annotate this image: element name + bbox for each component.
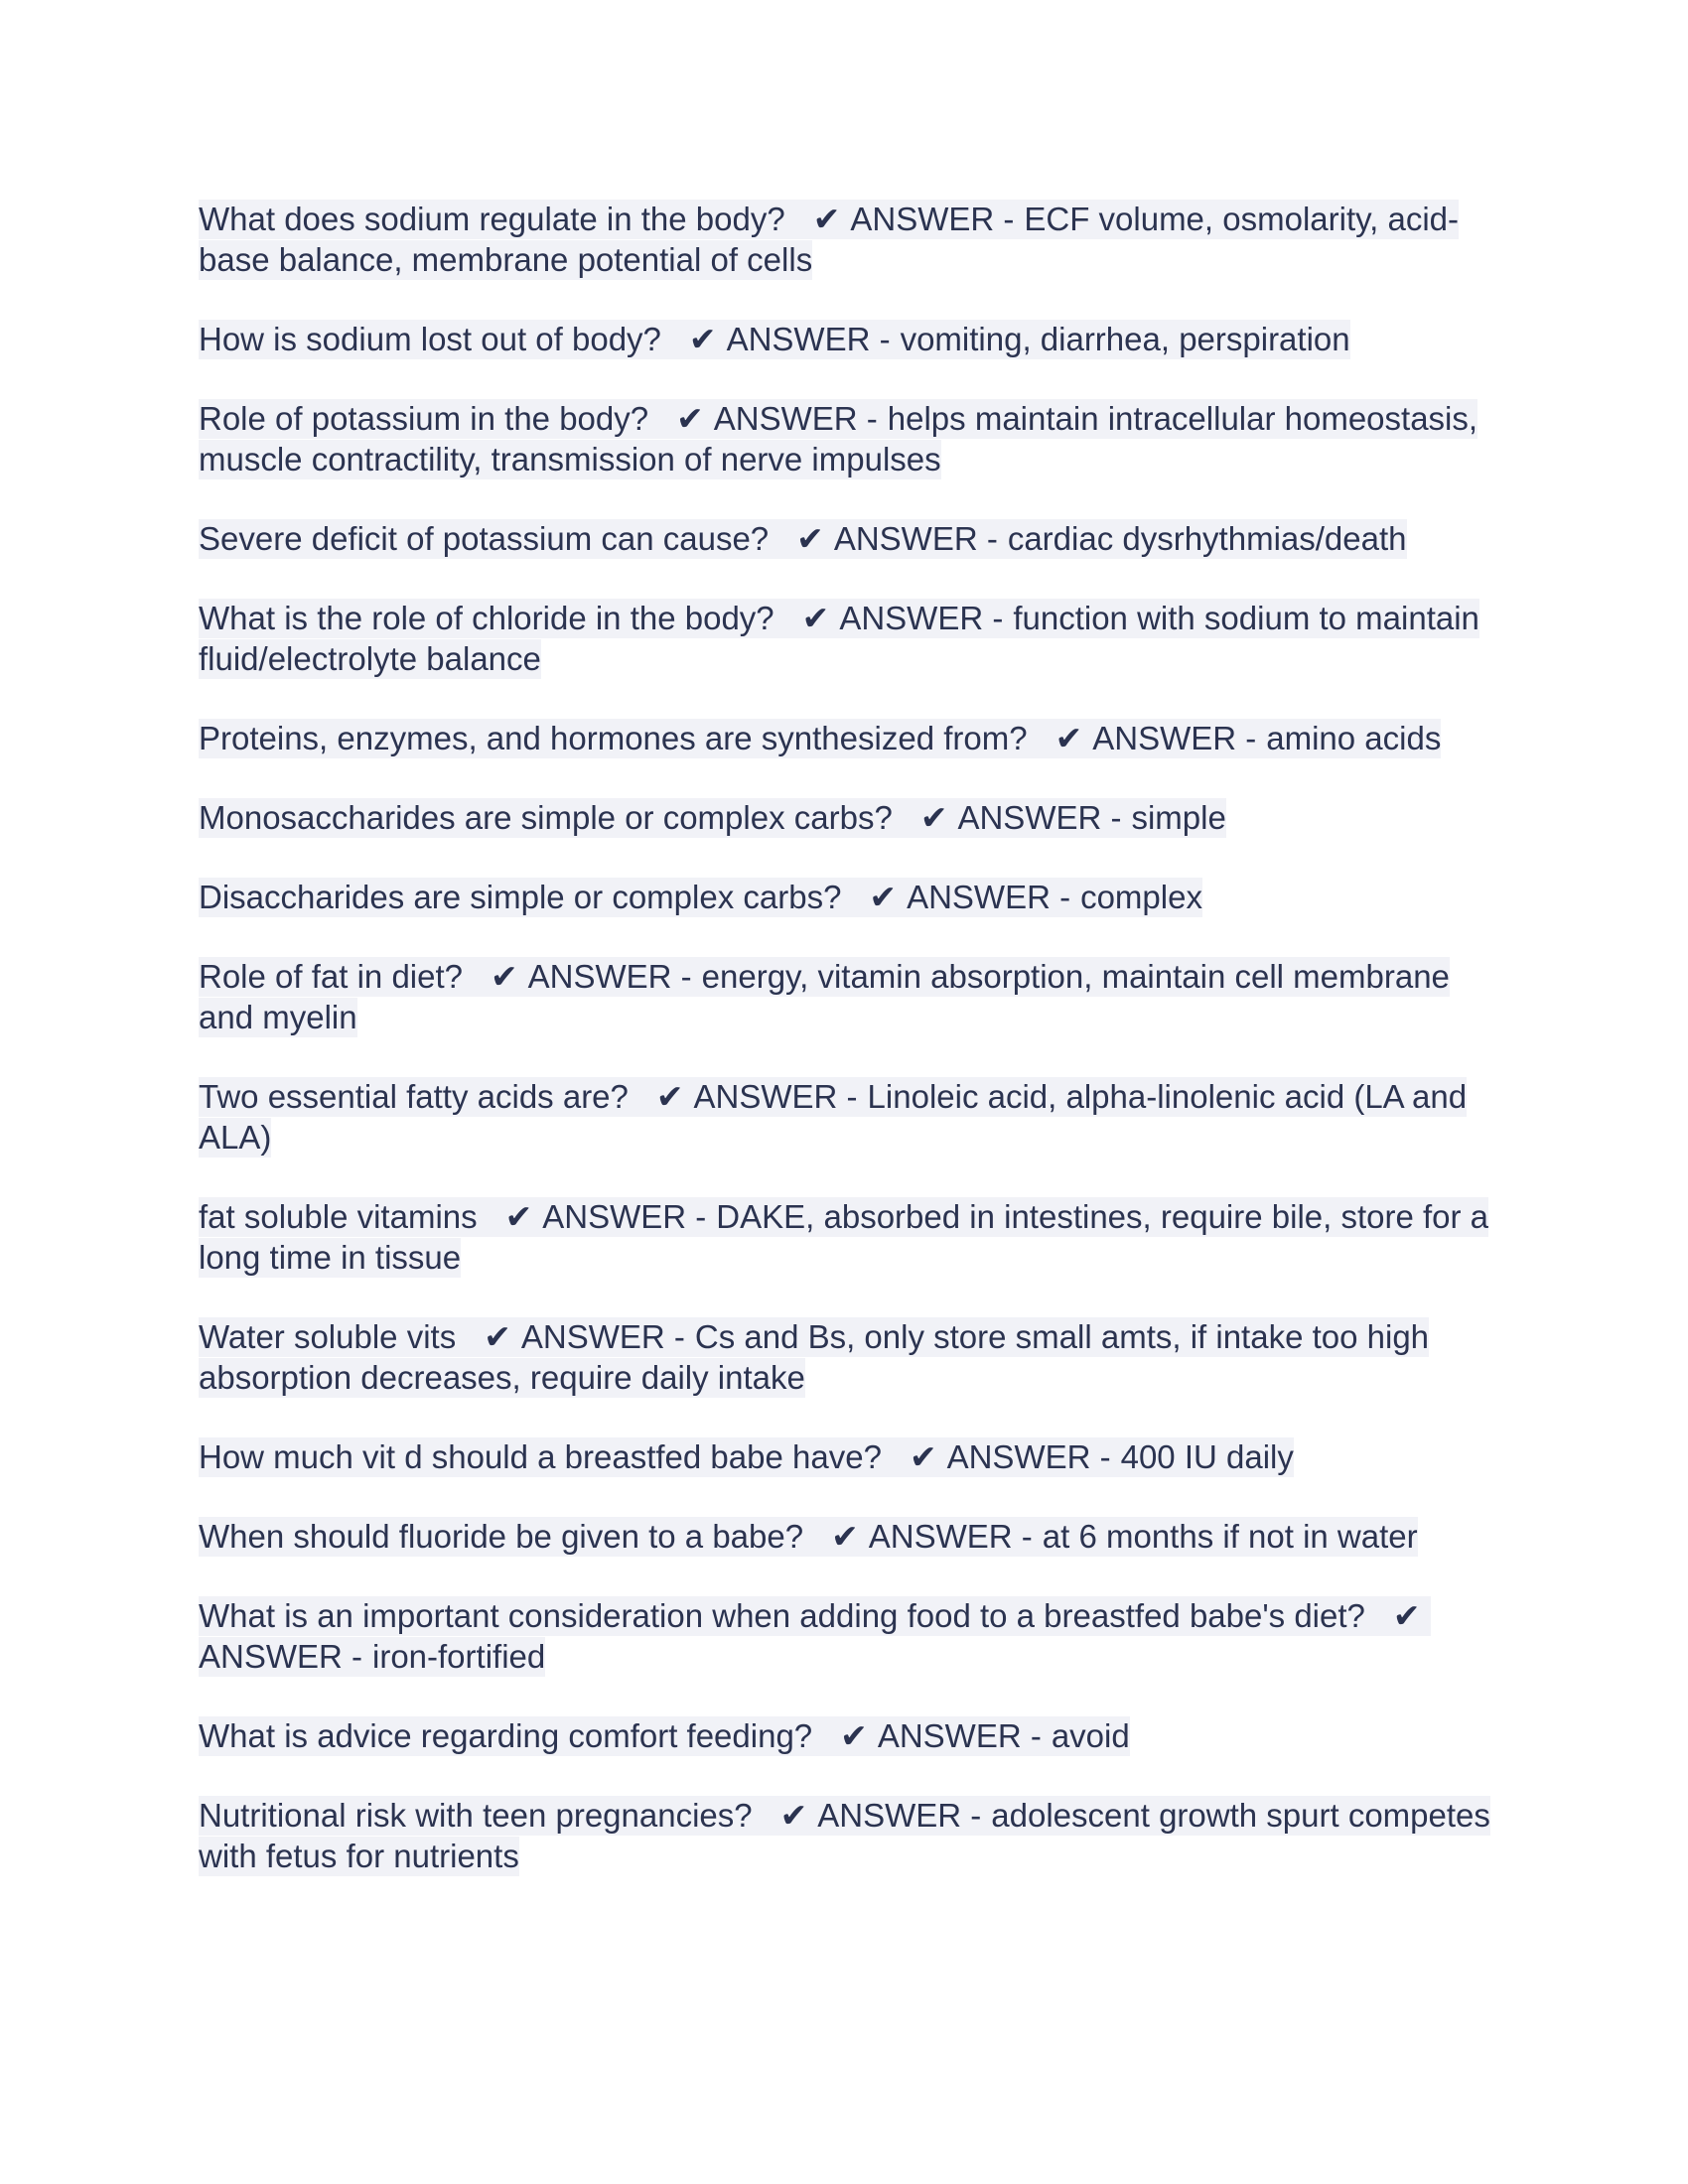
answer-label: ANSWER - — [713, 400, 878, 437]
question-text: Monosaccharides are simple or complex carbs? — [199, 799, 893, 836]
qa-item — [199, 518, 1499, 559]
answer-label: ANSWER - — [868, 1518, 1033, 1555]
qa-item — [199, 199, 1499, 280]
answer-label: ANSWER - — [839, 600, 1004, 636]
question-text: Nutritional risk with teen pregnancies? — [199, 1797, 753, 1834]
qa-item — [199, 1516, 1499, 1557]
answer-text: iron-fortified — [372, 1638, 546, 1675]
checkmark-icon: ✔ — [779, 1797, 808, 1834]
answer-text: simple — [1131, 799, 1226, 836]
qa-item — [199, 797, 1499, 838]
question-text: Disaccharides are simple or complex carbs? — [199, 879, 842, 915]
qa-item — [199, 1595, 1499, 1677]
answer-label: ANSWER - — [946, 1438, 1111, 1475]
qa-item — [199, 877, 1499, 917]
checkmark-icon: ✔ — [1055, 720, 1083, 756]
answer-text: adolescent growth spurt competes with fetus for nutrients — [199, 1797, 1490, 1874]
answer-text: Linoleic acid, alpha-linolenic acid (LA and ALA) — [199, 1078, 1468, 1156]
answer-text: helps maintain intracellular homeostasis, muscle contractility, transmission of nerve impulses — [199, 400, 1478, 478]
checkmark-icon: ✔ — [676, 400, 704, 437]
answer-text: avoid — [1051, 1717, 1130, 1754]
checkmark-icon: ✔ — [801, 600, 830, 636]
answer-label: ANSWER - — [542, 1198, 707, 1235]
question-text: Role of potassium in the body? — [199, 400, 649, 437]
checkmark-icon: ✔ — [504, 1198, 533, 1235]
answer-label: ANSWER - — [199, 1638, 362, 1675]
checkmark-icon: ✔ — [840, 1717, 868, 1754]
answer-label: ANSWER - — [1092, 720, 1257, 756]
answer-label: ANSWER - — [850, 201, 1015, 237]
qa-item — [199, 1316, 1499, 1398]
qa-item — [199, 598, 1499, 679]
answer-label: ANSWER - — [817, 1797, 982, 1834]
checkmark-icon: ✔ — [491, 958, 518, 995]
answer-text: function with sodium to maintain fluid/electrolyte balance — [199, 600, 1479, 677]
answer-text: cardiac dysrhythmias/death — [1007, 520, 1407, 557]
checkmark-icon: ✔ — [909, 1438, 937, 1475]
checkmark-icon: ✔ — [919, 799, 948, 836]
question-text: Water soluble vits — [199, 1318, 457, 1355]
qa-item — [199, 718, 1499, 758]
answer-text: at 6 months if not in water — [1042, 1518, 1418, 1555]
question-text: What is the role of chloride in the body? — [199, 600, 774, 636]
qa-item — [199, 319, 1499, 359]
checkmark-icon: ✔ — [869, 879, 898, 915]
qa-item — [199, 1196, 1499, 1278]
question-text: How much vit d should a breastfed babe have? — [199, 1438, 882, 1475]
checkmark-icon: ✔ — [812, 201, 841, 237]
answer-label: ANSWER - — [907, 879, 1071, 915]
answer-label: ANSWER - — [527, 958, 692, 995]
question-text: Role of fat in diet? — [199, 958, 463, 995]
checkmark-icon: ✔ — [688, 321, 717, 357]
checkmark-icon: ✔ — [1392, 1597, 1421, 1634]
question-text: What is advice regarding comfort feeding? — [199, 1717, 813, 1754]
question-text: What does sodium regulate in the body? — [199, 201, 785, 237]
answer-text: complex — [1080, 879, 1202, 915]
question-text: Two essential fatty acids are? — [199, 1078, 629, 1115]
qa-item — [199, 398, 1499, 479]
answer-text: 400 IU daily — [1120, 1438, 1294, 1475]
question-text: fat soluble vitamins — [199, 1198, 478, 1235]
qa-item — [199, 956, 1499, 1037]
checkmark-icon: ✔ — [796, 520, 824, 557]
question-text: Proteins, enzymes, and hormones are synthesized from? — [199, 720, 1028, 756]
checkmark-icon: ✔ — [655, 1078, 684, 1115]
answer-text: ECF volume, osmolarity, acid-base balance, membrane potential of cells — [199, 201, 1460, 278]
qa-item — [199, 1436, 1499, 1477]
checkmark-icon: ✔ — [831, 1518, 859, 1555]
answer-label: ANSWER - — [877, 1717, 1042, 1754]
question-text: When should fluoride be given to a babe? — [199, 1518, 804, 1555]
answer-label: ANSWER - — [693, 1078, 858, 1115]
qa-item — [199, 1715, 1499, 1756]
answer-text: vomiting, diarrhea, perspiration — [900, 321, 1350, 357]
qa-item — [199, 1795, 1499, 1876]
answer-text: Cs and Bs, only store small amts, if intake too high absorption decreases, require daily intake — [199, 1318, 1430, 1396]
checkmark-icon: ✔ — [484, 1318, 511, 1355]
answer-label: ANSWER - — [833, 520, 998, 557]
question-text: How is sodium lost out of body? — [199, 321, 661, 357]
question-text: Severe deficit of potassium can cause? — [199, 520, 770, 557]
answer-text: energy, vitamin absorption, maintain cell membrane and myelin — [199, 958, 1450, 1035]
answer-text: amino acids — [1266, 720, 1442, 756]
question-text: What is an important consideration when adding food to a breastfed babe's diet? — [199, 1597, 1365, 1634]
qa-list — [199, 199, 1499, 1915]
answer-label: ANSWER - — [957, 799, 1122, 836]
answer-text: DAKE, absorbed in intestines, require bile, store for a long time in tissue — [199, 1198, 1489, 1276]
answer-label: ANSWER - — [726, 321, 891, 357]
answer-label: ANSWER - — [520, 1318, 685, 1355]
qa-item — [199, 1076, 1499, 1158]
